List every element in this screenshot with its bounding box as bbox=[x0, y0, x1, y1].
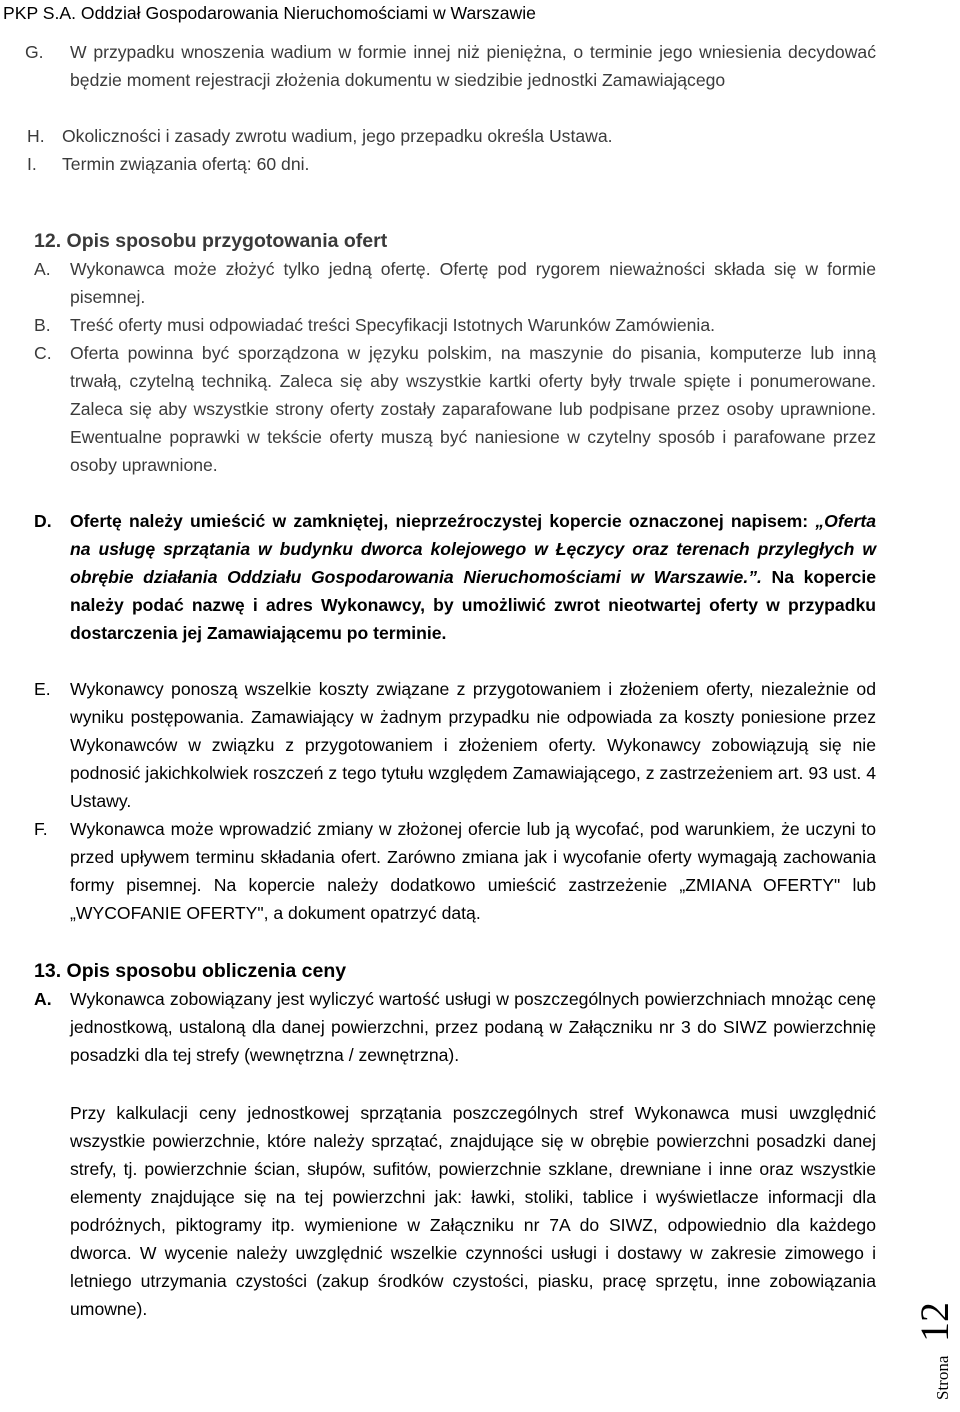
page-header: PKP S.A. Oddział Gospodarowania Nieruchomościami w Warszawie bbox=[3, 3, 536, 23]
item-h-letter: H. bbox=[27, 126, 45, 146]
sec12-item-b bbox=[34, 311, 876, 339]
sec12-item-b-text: Treść oferty musi odpowiadać treści Specyfikacji Istotnych Warunków Zamówienia. bbox=[70, 315, 716, 335]
sec12-item-c-letter: C. bbox=[34, 343, 52, 363]
item-h bbox=[27, 122, 876, 150]
sec12-item-a bbox=[34, 255, 876, 311]
item-i-text: Termin związania ofertą: 60 dni. bbox=[62, 154, 310, 174]
sec12-item-d bbox=[34, 507, 877, 647]
page-number bbox=[908, 1204, 958, 1404]
sec12-item-d-letter: D. bbox=[34, 511, 52, 531]
sec13-item-a-para2 bbox=[70, 1099, 876, 1323]
sec12-item-e-text: Wykonawcy ponoszą wszelkie koszty związane z przygotowaniem i złożeniem oferty, niezależnie od wyniku postępowania. Zamawiający w żadnym przypadku nie odpowiada za koszty poniesione przez Wykonawców w związku z przygotowaniem i złożeniem oferty. Wykonawcy zobowiązują się nie podnosić jakichkolwiek roszczeń z tego tytułu względem Zamawiającego, z zastrzeżeniem art. 93 ust. 4 Ustawy. bbox=[70, 679, 876, 811]
item-g-text: W przypadku wnoszenia wadium w formie innej niż pieniężna, o terminie jego wniesienia decydować będzie moment rejestracji złożenia dokumentu w siedzibie jednostki Zamawiającego bbox=[70, 42, 876, 90]
sec13-item-a-letter: A. bbox=[34, 989, 52, 1009]
item-i-letter: I. bbox=[27, 154, 37, 174]
page-number-label: Strona bbox=[933, 1355, 952, 1400]
page-number-value: 12 bbox=[912, 1302, 957, 1342]
item-h-text: Okoliczności i zasady zwrotu wadium, jego przepadku określa Ustawa. bbox=[62, 126, 613, 146]
section-12-title: 12. Opis sposobu przygotowania ofert bbox=[34, 230, 388, 252]
sec12-item-f-text: Wykonawca może wprowadzić zmiany w złożonej ofercie lub ją wycofać, pod warunkiem, że uczyni to przed upływem terminu składania ofert. Zarówno zmiana jak i wycofanie oferty wymagają zachowania formy pisemnej. Na kopercie należy dodatkowo umieścić zastrzeżenie „ZMIANA OFERTY" lub „WYCOFANIE OFERTY", a dokument opatrzyć datą. bbox=[70, 819, 876, 923]
sec12-item-a-letter: A. bbox=[34, 259, 51, 279]
sec12-item-d-text1: Ofertę należy umieścić w zamkniętej, nieprzeźroczystej kopercie oznaczonej napisem: bbox=[70, 511, 816, 531]
section-13-title: 13. Opis sposobu obliczenia ceny bbox=[34, 960, 347, 982]
item-i bbox=[27, 150, 876, 178]
sec12-item-e bbox=[34, 675, 876, 815]
sec12-item-e-letter: E. bbox=[34, 679, 51, 699]
sec12-item-a-text: Wykonawca może złożyć tylko jedną ofertę. Ofertę pod rygorem nieważności składa się w formie pisemnej. bbox=[70, 259, 876, 307]
sec12-item-c-text: Oferta powinna być sporządzona w języku polskim, na maszynie do pisania, komputerze lub inną trwałą, czytelną techniką. Zaleca się aby wszystkie kartki oferty były trwale spięte i ponumerowane. Zaleca się aby wszystkie strony oferty zostały zaparafowane lub podpisane przez osoby uprawnione. Ewentualne poprawki w tekście oferty muszą być naniesione w czytelny sposób i parafowane przez osoby uprawnione. bbox=[70, 343, 876, 475]
sec12-item-d-italic: „Oferta na usługę sprzątania w budynku dworca kolejowego w Łęczycy oraz terenach przyległych w obrębie działania Oddziału Gospodarowania Nieruchomościami w Warszawie.”. bbox=[70, 511, 876, 587]
sec12-item-d-text2: Na kopercie należy podać nazwę i adres Wykonawcy, by umożliwić zwrot nieotwartej oferty w przypadku dostarczenia jej Zamawiającemu po terminie. bbox=[70, 567, 877, 643]
item-g-letter: G. bbox=[25, 42, 44, 62]
sec12-item-f-letter: F. bbox=[34, 819, 48, 839]
sec13-item-a-text: Wykonawca zobowiązany jest wyliczyć wartość usługi w poszczególnych powierzchniach mnożąc cenę jednostkową, ustaloną dla danej powierzchni, przez podaną w Załączniku nr 3 do SIWZ powierzchnię posadzki dla tej strefy (wewnętrzna / zewnętrzna). bbox=[70, 989, 876, 1065]
sec12-item-c bbox=[34, 339, 876, 479]
sec12-item-b-letter: B. bbox=[34, 315, 51, 335]
sec13-item-a-para2-text: Przy kalkulacji ceny jednostkowej sprzątania poszczególnych stref Wykonawca musi uwzględnić wszystkie powierzchnie, które należy sprzątać, znajdujące się w obrębie powierzchni posadzki danej strefy, tj. powierzchnie ścian, słupów, sufitów, powierzchnie szklane, drewniane i inne oraz wszystkie elementy znajdujące się na tej powierzchni jak: ławki, stoliki, tablice i wyświetlacze informacji dla podróżnych, piktogramy itp. wymienione w Załączniku nr 7A do SIWZ, odpowiednio dla każdego dworca. W wycenie należy uwzględnić wszelkie czynności usługi i dostawy w zakresie zimowego i letniego utrzymania czystości (zakup środków czystości, piasku, pracę sprzętu, inne zobowiązania umowne). bbox=[70, 1103, 876, 1319]
sec12-item-f bbox=[34, 815, 876, 927]
sec13-item-a bbox=[34, 985, 876, 1069]
item-g bbox=[25, 38, 876, 94]
